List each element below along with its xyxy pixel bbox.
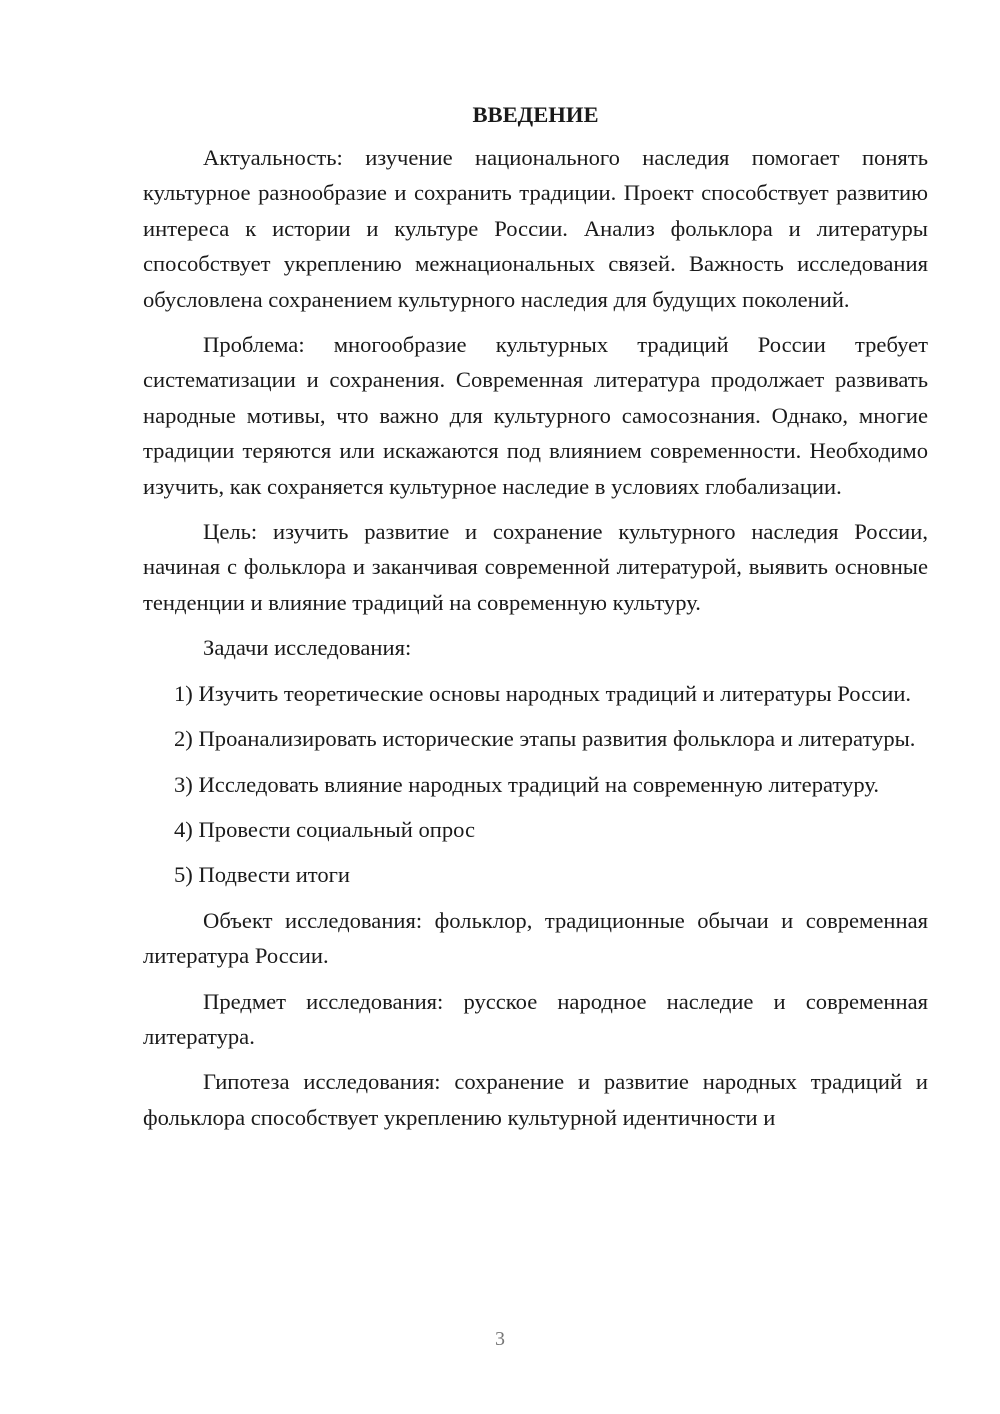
problem-paragraph: Проблема: многообразие культурных традиций России требует систематизации и сохранения. Современная литература продолжает развивать народные мотивы, что важно для культурного самосознания. Однако, многие традиции теряются или искажаются под влиянием современности. Необходимо изучить, как сохраняется культурное наследие в условиях глобализации. [143, 332, 928, 499]
tasks-title: Задачи исследования: [203, 635, 412, 661]
hypothesis-paragraph: Гипотеза исследования: сохранение и развитие народных традиций и фольклора способствует укреплению культурной идентичности и [143, 1069, 928, 1130]
section-heading: ВВЕДЕНИЕ [472, 102, 599, 127]
task-item-3: 3) Исследовать влияние народных традиций на современную литературу. [174, 771, 880, 797]
page-number: 3 [495, 1328, 505, 1350]
task-item-4: 4) Провести социальный опрос [174, 816, 476, 842]
subject-paragraph: Предмет исследования: русское народное наследие и современная литература. [143, 988, 928, 1049]
relevance-paragraph: Актуальность: изучение национального наследия помогает понять культурное разнообразие и сохранить традиции. Проект способствует развитию интереса к истории и культуре России. Анализ фольклора и литературы способствует укреплению межнациональных связей. Важность исследования обусловлена сохранением культурного наследия для будущих поколений. [143, 145, 928, 312]
task-item-1: 1) Изучить теоретические основы народных традиций и литературы России. [174, 680, 912, 706]
goal-paragraph: Цель: изучить развитие и сохранение культурного наследия России, начиная с фольклора и заканчивая современной литературой, выявить основные тенденции и влияние традиций на современную культуру. [143, 519, 928, 615]
task-item-5: 5) Подвести итоги [174, 862, 351, 888]
object-paragraph: Объект исследования: фольклор, традиционные обычаи и современная литература России. [143, 907, 928, 969]
page-body [143, 98, 928, 1145]
task-item-2: 2) Проанализировать исторические этапы развития фольклора и литературы. [174, 726, 916, 752]
